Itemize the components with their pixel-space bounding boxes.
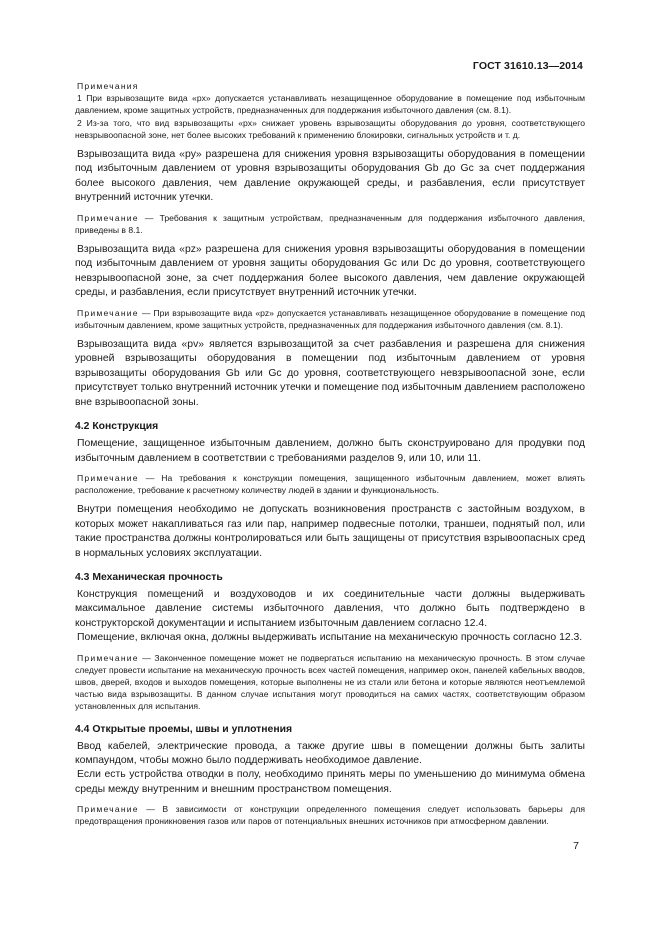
heading-4-3: 4.3 Механическая прочность bbox=[75, 571, 223, 583]
paragraph-pz: Взрывозащита вида «pz» разрешена для снижения уровня взрывозащиты оборудования в помещении под избыточным давлением от уровня защиты оборудования Gc или Dc до уровня, соответствующего невзрывоопасной зоне, за счет поддержания более высокого давления, чем давление окружающей среды, и разбавления, если присутствует внутренний источник утечки. bbox=[75, 244, 585, 299]
paragraph-py: Взрывозащита вида «py» разрешена для снижения уровня взрывозащиты оборудования в помещении под избыточным давлением от уровня взрывозащиты оборудования Gb до Gc за счет поддержания более высокого давления, чем давление окружающей среды, и разбавления, если присутствует внутренний источник утечки. bbox=[75, 149, 585, 204]
paragraph-pv: Взрывозащита вида «pv» является взрывозащитой за счет разбавления и разрешена для снижения уровней взрывозащиты оборудования в помещении под избыточным давлением от уровня взрывозащиты оборудования Gb или Gc до уровня, соответствующего невзрывоопасной зоне, если присутствует только внутренний источник утечки и помещение под избыточным давлением расположено вне взрывоопасной зоны. bbox=[75, 339, 585, 408]
paragraph-4-4-1: Ввод кабелей, электрические провода, а также другие швы в помещении должны быть залиты компаундом, чтобы можно было поддерживать необходимое давление. bbox=[75, 740, 585, 766]
note-label: Примечание bbox=[77, 212, 139, 223]
note-text: — Законченное помещение может не подвергаться испытанию на механическую прочность. В этом случае следует провести испытание на механическую прочность всех частей помещения, например окон, панелей кабельных вводов, швов, дверей, входов и выходов помещения, которые выполнены не из стали или бетона и которые являются неотъемлемой частью вида взрывозащиты. В данном случае испытания могут проводиться на самих частях, соответствующим образом установленных для испытания. bbox=[75, 652, 585, 712]
note-item-1: 1 При взрывозащите вида «px» допускается устанавливать незащищенное оборудование в помещение под избыточным давлением, кроме защитных устройств, предназначенных для поддержания избыточного давления (см. 8.1). bbox=[75, 93, 585, 116]
note-4-4 bbox=[75, 803, 585, 827]
paragraph-4-3-1: Конструкция помещений и воздуховодов и их соединительные части должны выдерживать максимальное давление системы избыточного давления, что должно быть подтверждено в конструкторской документации и испытанием избыточным давлением согласно 12.4. bbox=[75, 588, 585, 629]
document-code: ГОСТ 31610.13—2014 bbox=[472, 60, 583, 72]
note-text: — На требования к конструкции помещения, защищенного избыточным давлением, может влиять расположение, требование к расчетному количеству людей в здании и функциональность. bbox=[75, 472, 585, 496]
note-label: Примечание bbox=[77, 472, 139, 483]
note-pz bbox=[75, 307, 585, 331]
page-content bbox=[75, 80, 585, 828]
note-4-3 bbox=[75, 652, 585, 713]
notes-block bbox=[75, 80, 585, 141]
page-number: 7 bbox=[573, 840, 579, 852]
note-label: Примечание bbox=[77, 652, 139, 663]
paragraph-4-4-2: Если есть устройства отводки в полу, необходимо принять меры по уменьшению до минимума обмена среды между внутренним и внешним пространством помещения. bbox=[75, 769, 585, 795]
note-py bbox=[75, 212, 585, 236]
paragraph-4-2-1: Помещение, защищенное избыточным давлением, должно быть сконструировано для продувки под избыточным давлением в соответствии с требованиями разделов 9, или 10, или 11. bbox=[75, 438, 585, 464]
note-text: — При взрывозащите вида «pz» допускается устанавливать незащищенное оборудование в помещение под избыточным давлением, кроме защитных устройств, предназначенных для поддержания избыточного давления (см. 8.1). bbox=[75, 307, 585, 330]
note-label: Примечание bbox=[77, 307, 139, 318]
note-item-2: 2 Из-за того, что вид взрывозащиты «px» снижает уровень взрывозащиты оборудования до уровня, соответствующего невзрывоопасной зоне, нет более высоких требований к применению блокировки, сигнальных устройств и т. д. bbox=[75, 117, 585, 140]
heading-4-4: 4.4 Открытые проемы, швы и уплотнения bbox=[75, 723, 293, 735]
note-4-2 bbox=[75, 472, 585, 496]
note-label: Примечание bbox=[77, 804, 139, 815]
paragraph-4-3-2: Помещение, включая окна, должны выдерживать испытание на механическую прочность согласно 12.3. bbox=[77, 632, 583, 644]
paragraph-4-2-2: Внутри помещения необходимо не допускать возникновения пространств с застойным воздухом, в которых может накапливаться газ или пар, например подвесные потолки, траншеи, поднятый пол, или такие пространства должны контролироваться или быть защищены от присутствия взрывоопасных сред в нормальных условиях эксплуатации. bbox=[75, 504, 585, 559]
heading-4-2: 4.2 Конструкция bbox=[75, 421, 159, 433]
note-text: — Требования к защитным устройствам, предназначенным для поддержания избыточного давления, приведены в 8.1. bbox=[75, 212, 585, 235]
notes-heading: Примечания bbox=[77, 81, 139, 91]
note-text: — В зависимости от конструкции определенного помещения следует использовать барьеры для предотвращения проникновения газов или паров от потенциальных внешних источников при атмосферном давлении. bbox=[75, 804, 585, 827]
